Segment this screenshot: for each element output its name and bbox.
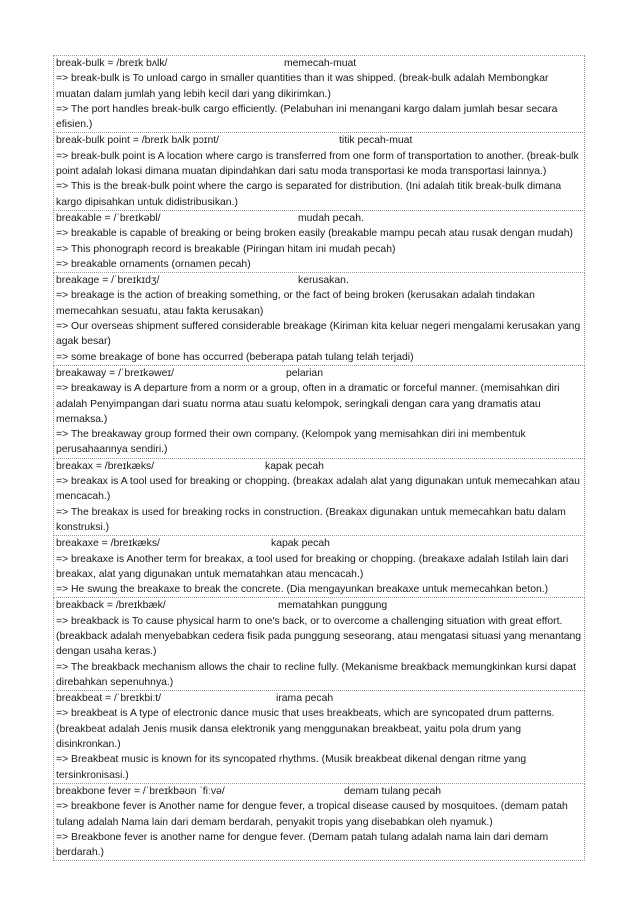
entry-meaning: memecah-muat	[284, 58, 357, 69]
dictionary-page	[53, 56, 585, 861]
entry-term: breakage = /ˈbreɪkɪdʒ/	[56, 275, 160, 287]
entry-heading	[56, 536, 583, 551]
entry-line: => The breakback mechanism allows the chair to recline fully. (Mekanisme breakback memungkinkan kursi dapat direbahkan sepenuhnya.)	[56, 661, 576, 688]
entry-term: breakbone fever = /ˈbreɪkbəʊn ˈfiːvə/	[56, 785, 225, 797]
entry-breakaway	[53, 365, 585, 459]
entry-line: => The breakaway group formed their own company. (Kelompok yang memisahkan diri ini membentuk perusahaannya sendiri.)	[56, 429, 526, 456]
entry-meaning: kapak pecah	[271, 538, 330, 550]
entry-line: => breakaway is A departure from a norm or a group, often in a dramatic or forceful manner. (memisahkan diri adalah Penyimpangan dari suatu norma atau suatu kelompok, seringkali dengan cara yang dramatis atau memaksa.)	[56, 383, 560, 425]
entry-line: => breakable ornaments (ornamen pecah)	[56, 258, 251, 270]
entry-line: => breakaxe is Another term for breakax, a tool used for breaking or chopping. (breakaxe adalah Istilah lain dari breakax, alat yang digunakan untuk mematahkan atau mencacah.)	[56, 553, 569, 580]
entry-line: => breakbeat is A type of electronic dance music that uses breakbeats, which are syncopated drum patterns. (breakbeat adalah Jenis musik dansa elektronik yang menggunakan breakbeat, yaitu pola drum yang disinkronkan.)	[56, 708, 555, 751]
entry-meaning: mudah pecah.	[298, 212, 364, 224]
entry-break-bulk	[53, 55, 585, 133]
entry-heading	[56, 133, 583, 148]
entry-heading	[56, 273, 583, 288]
entry-line: => breakable is capable of breaking or being broken easily (breakable mampu pecah atau rusak dengan mudah)	[56, 228, 573, 240]
entry-heading	[56, 459, 583, 474]
entry-breakage	[53, 272, 585, 366]
entry-line: => break-bulk point is A location where cargo is transferred from one form of transportation to another. (break-bulk point adalah lokasi dimana muatan dipindahkan dari satu moda transportasi ke moda transportasi lainnya.)	[56, 150, 579, 178]
entry-line: => breakback is To cause physical harm to one's back, or to overcome a challenging situation with great effort. (breakback adalah menyebabkan cedera fisik pada punggung seseorang, atau mengatasi situasi yang menantang dengan usaha keras.)	[56, 615, 582, 658]
entry-breakaxe	[53, 535, 585, 598]
entry-line: => Breakbone fever is another name for dengue fever. (Demam patah tulang adalah nama lain dari demam berdarah.)	[56, 831, 549, 859]
entry-line: => break-bulk is To unload cargo in smaller quantities than it was shipped. (break-bulk adalah Membongkar muatan dalam jumlah yang lebih kecil dari yang dikirimkan.)	[56, 73, 549, 100]
entry-line: => Breakbeat music is known for its syncopated rhythms. (Musik breakbeat dikenal dengan ritme yang tersinkronisasi.)	[56, 754, 527, 781]
entry-meaning: kerusakan.	[298, 275, 349, 287]
entry-term: breakax = /breɪkæks/	[56, 460, 155, 472]
entry-heading	[56, 784, 583, 799]
entry-line: => This is the break-bulk point where the cargo is separated for distribution. (Ini adalah titik break-bulk dimana kargo dipisahkan untuk didistribusikan.)	[56, 181, 562, 208]
entry-line: => breakage is the action of breaking something, or the fact of being broken (kerusakan adalah tindakan memecahkan sesuatu, atau fakta kerusakan)	[56, 290, 535, 317]
entry-breakax	[53, 458, 585, 536]
entry-term: breakable = /ˈbreɪkəbl/	[56, 212, 161, 224]
entry-meaning: pelarian	[286, 367, 323, 379]
entry-break-bulk-point	[53, 132, 585, 210]
entry-heading	[56, 366, 583, 381]
entry-meaning: demam tulang pecah	[344, 785, 442, 797]
entry-term: breakback = /breɪkbæk/	[56, 600, 166, 612]
entry-term: breakbeat = /ˈbreɪkbiːt/	[56, 693, 162, 705]
entry-breakbone-fever	[53, 783, 585, 861]
entry-breakback	[53, 597, 585, 691]
entry-term: breakaway = /ˈbreɪkəweɪ/	[56, 367, 174, 379]
entry-breakable	[53, 210, 585, 273]
entry-line: => Our overseas shipment suffered considerable breakage (Kiriman kita keluar negeri mengalami kerusakan yang agak besar)	[56, 321, 581, 348]
entry-term: breakaxe = /breɪkæks/	[56, 538, 160, 550]
entry-term: break-bulk = /breɪk bʌlk/	[56, 58, 168, 69]
entry-heading	[56, 211, 583, 226]
entry-line: => breakax is A tool used for breaking or chopping. (breakax adalah alat yang digunakan untuk memecahkan atau mencacah.)	[56, 476, 580, 503]
entry-line: => The port handles break-bulk cargo efficiently. (Pelabuhan ini menangani kargo dalam jumlah besar secara efisien.)	[56, 103, 558, 131]
entry-line: => some breakage of bone has occurred (beberapa patah tulang telah terjadi)	[56, 351, 414, 363]
entry-line: => breakbone fever is Another name for dengue fever, a tropical disease caused by mosquitoes. (demam patah tulang adalah Nama lain dari demam berdarah, penyakit tropis yang disebabkan oleh nyamuk.)	[56, 801, 568, 828]
entry-heading	[56, 56, 583, 71]
entry-term: break-bulk point = /breɪk bʌlk pɔɪnt/	[56, 135, 220, 147]
entry-heading	[56, 598, 583, 613]
entry-line: => He swung the breakaxe to break the concrete. (Dia mengayunkan breakaxe untuk memecahkan beton.)	[56, 584, 549, 596]
entry-line: => This phonograph record is breakable (Piringan hitam ini mudah pecah)	[56, 243, 396, 255]
entry-meaning: mematahkan punggung	[278, 600, 388, 612]
entry-meaning: titik pecah-muat	[339, 135, 413, 147]
entry-meaning: kapak pecah	[265, 460, 324, 472]
entry-meaning: irama pecah	[276, 693, 334, 705]
entry-breakbeat	[53, 690, 585, 784]
entry-line: => The breakax is used for breaking rocks in construction. (Breakax digunakan untuk memecahkan batu dalam konstruksi.)	[56, 506, 566, 533]
entry-heading	[56, 691, 583, 706]
